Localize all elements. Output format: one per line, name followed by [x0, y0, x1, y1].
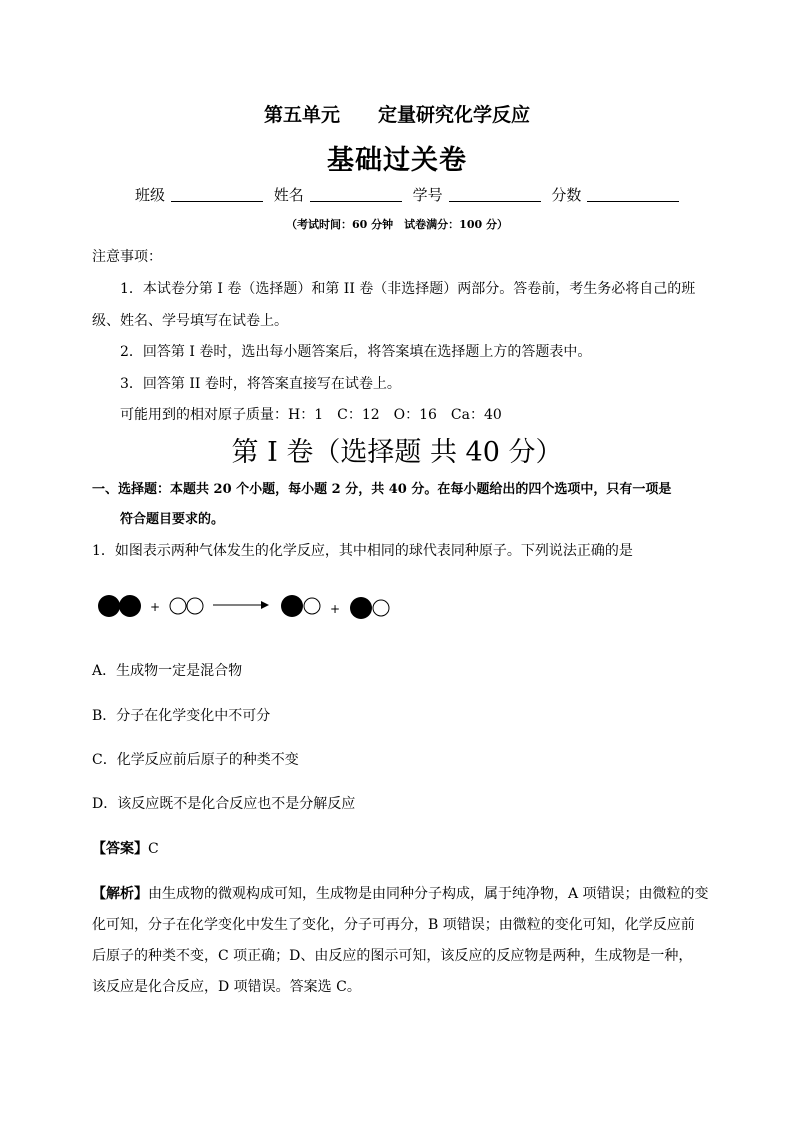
black-white-molecule-icon	[350, 597, 389, 619]
answer-line	[92, 838, 159, 858]
explanation-text-1: 由生成物的微观构成可知，生成物是由同种分子构成，属于纯净物，A 项错误；由微粒的变	[148, 886, 709, 902]
atomic-mass-note: 可能用到的相对原子质量：H：1 C：12 O：16 Ca：40	[120, 407, 502, 423]
class-label: 班级	[135, 186, 166, 204]
option-d: D．该反应既不是化合反应也不是分解反应	[92, 796, 356, 812]
notice-item-3: 3．回答第 II 卷时，将答案直接写在试卷上。	[120, 376, 401, 392]
notice-item-1-line-2: 级、姓名、学号填写在试卷上。	[92, 313, 288, 329]
explanation-line-1	[92, 883, 709, 903]
class-blank[interactable]	[171, 187, 263, 202]
score-label: 分数	[551, 186, 582, 204]
black-black-molecule-icon	[98, 595, 141, 617]
answer-value: C	[148, 841, 159, 857]
black-white-molecule-icon	[281, 595, 320, 617]
reaction-arrow-icon	[213, 601, 269, 609]
option-a: A．生成物一定是混合物	[92, 663, 243, 679]
score-blank[interactable]	[587, 187, 679, 202]
student-id-label: 学号	[412, 186, 443, 204]
name-label: 姓名	[273, 186, 304, 204]
reaction-diagram	[92, 588, 412, 628]
notice-item-1-line-1: 1．本试卷分第 I 卷（选择题）和第 II 卷（非选择题）两部分。答卷前，考生务必将自己的班	[120, 281, 696, 297]
white-white-molecule-icon	[170, 598, 203, 614]
exam-note: （考试时间：60 分钟 试卷满分：100 分）	[286, 218, 508, 231]
plus-sign-2: +	[330, 602, 341, 616]
explanation-line-2: 化可知，分子在化学变化中发生了变化，分子可再分，B 项错误；由微粒的变化可知，化学反应前	[92, 917, 695, 933]
explanation-label: 【解析】	[92, 886, 148, 902]
unit-name: 第五单元	[263, 104, 340, 126]
explanation-line-3: 后原子的种类不变，C 项正确；D、由反应的图示可知，该反应的反应物是两种，生成物是一种，	[92, 948, 693, 964]
part-1-title: 第 I 卷（选择题 共 40 分）	[231, 437, 563, 468]
unit-topic: 定量研究化学反应	[378, 104, 531, 126]
section-instructions-line-2: 符合题目要求的。	[120, 512, 225, 527]
option-b: B．分子在化学变化中不可分	[92, 708, 271, 724]
notice-item-2: 2．回答第 I 卷时，选出每小题答案后，将答案填在选择题上方的答题表中。	[120, 344, 592, 360]
question-1-stem: 1．如图表示两种气体发生的化学反应，其中相同的球代表同种原子。下列说法正确的是	[92, 543, 633, 559]
plus-sign-1: +	[150, 600, 161, 614]
notice-heading: 注意事项：	[92, 249, 162, 265]
explanation-line-4: 该反应是化合反应，D 项错误。答案选 C。	[92, 979, 361, 995]
option-c: C．化学反应前后原子的种类不变	[92, 752, 299, 768]
reaction-diagram-svg	[92, 588, 412, 628]
unit-title	[0, 100, 794, 127]
student-id-blank[interactable]	[449, 187, 541, 202]
student-info-row	[135, 184, 685, 205]
section-instructions-line-1: 一、选择题：本题共 20 个小题，每小题 2 分，共 40 分。在每小题给出的四个选项中，只有一项是	[92, 482, 672, 497]
page-title: 基础过关卷	[327, 145, 467, 176]
name-blank[interactable]	[310, 187, 402, 202]
answer-label: 【答案】	[92, 841, 148, 857]
